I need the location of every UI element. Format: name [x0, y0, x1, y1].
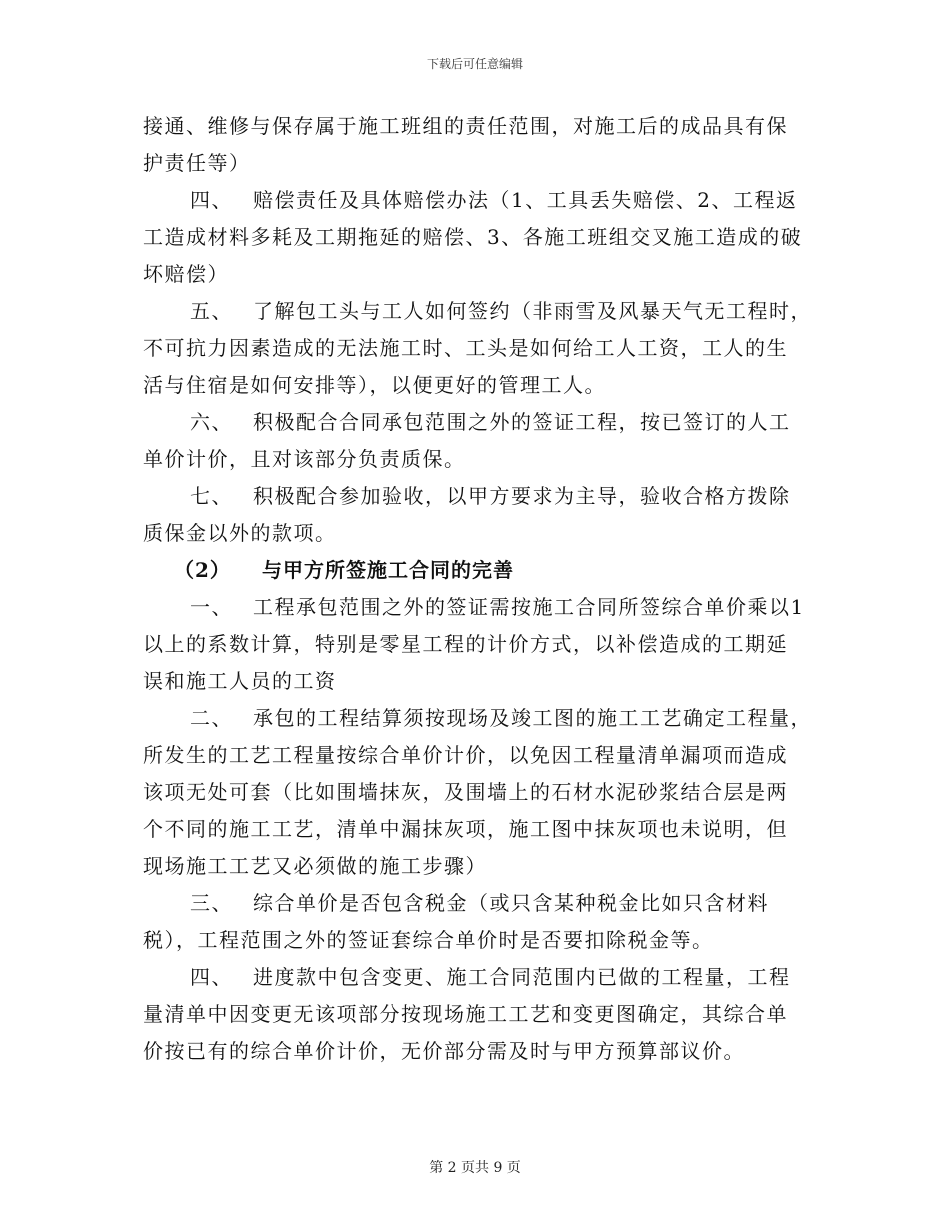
- item-number: 二、: [190, 706, 233, 730]
- paragraph-line: 护责任等）: [143, 151, 251, 175]
- paragraph-line: 接通、维修与保存属于施工班组的责任范围，对施工后的成品具有保: [143, 114, 788, 138]
- item-text: 积极配合合同承包范围之外的签证工程，按已签订的人工: [253, 410, 791, 434]
- paragraph-line: 价按已有的综合单价计价，无价部分需及时与甲方预算部议价。: [143, 1039, 745, 1063]
- item-number: 四、: [190, 965, 233, 989]
- item-number: 七、: [190, 484, 233, 508]
- item-number: 一、: [190, 595, 233, 619]
- section-number: （2）: [174, 558, 231, 582]
- numbered-paragraph-line: [143, 589, 818, 626]
- paragraph-line: 税），工程范围之外的签证套综合单价时是否要扣除税金等。: [143, 928, 714, 952]
- section-title: 与甲方所签施工合同的完善: [262, 558, 514, 582]
- numbered-paragraph-line: [143, 885, 818, 922]
- item-text: 承包的工程结算须按现场及竣工图的施工工艺确定工程量，: [253, 706, 812, 730]
- item-text: 综合单价是否包含税金（或只含某种税金比如只含材料: [253, 891, 769, 915]
- item-number: 五、: [190, 299, 233, 323]
- numbered-paragraph-line: [143, 959, 818, 996]
- page-header: 下载后可任意编辑: [426, 57, 523, 71]
- document-body: [143, 108, 818, 1070]
- item-number: 六、: [190, 410, 233, 434]
- paragraph-line: 坏赔偿）: [143, 262, 229, 286]
- numbered-paragraph-line: [143, 700, 818, 737]
- item-text: 了解包工头与工人如何签约（非雨雪及风暴天气无工程时，: [253, 299, 812, 323]
- paragraph-line: 现场施工工艺又必须做的施工步骤）: [143, 854, 487, 878]
- paragraph-line: 误和施工人员的工资: [143, 669, 337, 693]
- item-number: 四、: [190, 188, 233, 212]
- paragraph-line: 个不同的施工工艺，清单中漏抹灰项，施工图中抹灰项也未说明，但: [143, 817, 788, 841]
- paragraph-line: 量清单中因变更无该项部分按现场施工工艺和变更图确定，其综合单: [143, 1002, 788, 1026]
- paragraph-line: 活与住宿是如何安排等），以便更好的管理工人。: [143, 373, 606, 397]
- item-text: 赔偿责任及具体赔偿办法（1、工具丢失赔偿、2、工程返: [253, 188, 798, 212]
- item-text: 积极配合参加验收，以甲方要求为主导，验收合格方拨除: [253, 484, 791, 508]
- paragraph-line: 以上的系数计算，特别是零星工程的计价方式，以补偿造成的工期延: [143, 632, 788, 656]
- numbered-paragraph-line: [143, 182, 818, 219]
- item-text: 工程承包范围之外的签证需按施工合同所签综合单价乘以1: [253, 595, 805, 619]
- page-footer: 第 2 页共 9 页: [429, 1160, 521, 1176]
- section-heading: [143, 552, 818, 589]
- numbered-paragraph-line: [143, 404, 818, 441]
- paragraph-line: 工造成材料多耗及工期拖延的赔偿、3、各施工班组交叉施工造成的破: [143, 225, 803, 249]
- paragraph-line: 质保金以外的款项。: [143, 521, 337, 545]
- paragraph-line: 单价计价，且对该部分负责质保。: [143, 447, 466, 471]
- paragraph-line: 所发生的工艺工程量按综合单价计价，以免因工程量清单漏项而造成: [143, 743, 788, 767]
- paragraph-line: 该项无处可套（比如围墙抹灰，及围墙上的石材水泥砂浆结合层是两: [143, 780, 788, 804]
- item-number: 三、: [190, 891, 233, 915]
- numbered-paragraph-line: [143, 293, 818, 330]
- item-text: 进度款中包含变更、施工合同范围内已做的工程量，工程: [253, 965, 791, 989]
- numbered-paragraph-line: [143, 478, 818, 515]
- paragraph-line: 不可抗力因素造成的无法施工时、工头是如何给工人工资，工人的生: [143, 336, 788, 360]
